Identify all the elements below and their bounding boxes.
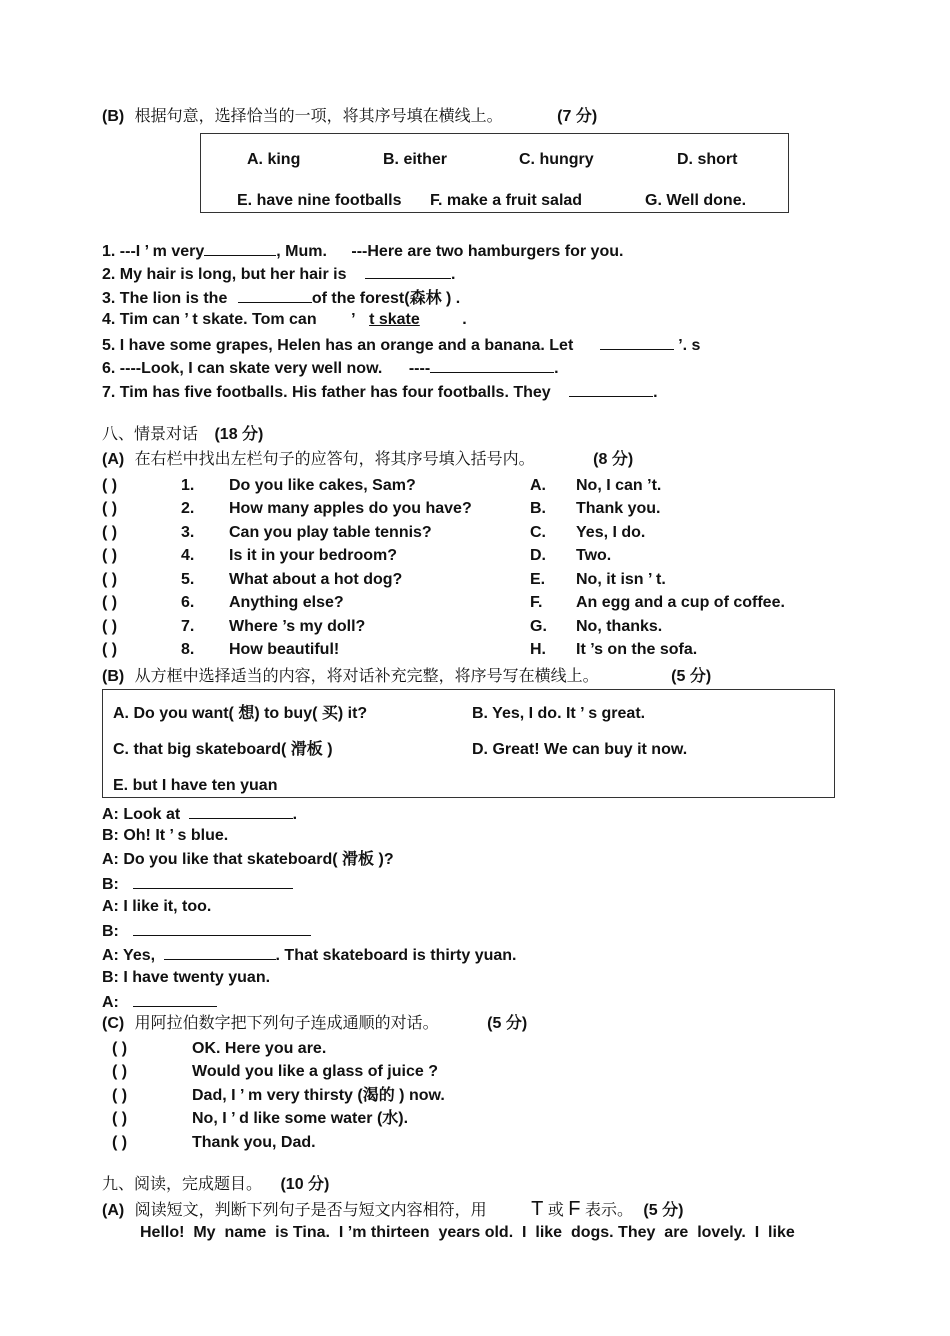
answer-blank[interactable] [133, 920, 311, 936]
option-d: D. short [677, 151, 738, 168]
dialogue-line-7: A: Yes, . That skateboard is thirty yuan. [102, 944, 516, 966]
option-f: F. make a fruit salad [430, 192, 583, 209]
answer-letter: B. [530, 500, 546, 517]
dialogue-line-4: B: [102, 873, 293, 895]
row-number: 3. [181, 524, 195, 541]
question-1: 1. ---I ’ m very , Mum. ---Here are two hamburgers for you. [102, 240, 623, 262]
dialogue-line-3: A: Do you like that skateboard( 滑板 )? [102, 851, 394, 868]
answer-blank[interactable] [569, 381, 653, 397]
order-paren[interactable]: ( ) [112, 1063, 128, 1080]
row-number: 4. [181, 547, 195, 564]
dialogue-option-d: D. Great! We can buy it now. [472, 741, 688, 758]
question-2: 2. My hair is long, but her hair is . [102, 263, 455, 285]
answer-paren[interactable]: ( ) [102, 477, 118, 494]
answer-text: No, it isn ’ t. [576, 571, 666, 588]
question-5: 5. I have some grapes, Helen has an orange and a banana. Let ’. s [102, 334, 700, 356]
answer-text: Yes, I do. [576, 524, 646, 541]
question-text: How many apples do you have? [229, 500, 472, 517]
row-number: 5. [181, 571, 195, 588]
dialogue-line-2: B: Oh! It ’ s blue. [102, 827, 229, 844]
answer-text: It ’s on the sofa. [576, 641, 698, 658]
row-number: 7. [181, 618, 195, 635]
options-box [200, 133, 789, 213]
option-a: A. king [247, 151, 301, 168]
order-text: Dad, I ’ m very thirsty (渴的 ) now. [192, 1087, 445, 1104]
question-text: Can you play table tennis? [229, 524, 432, 541]
answer-blank[interactable] [204, 240, 276, 256]
answer-letter: C. [530, 524, 546, 541]
dialogue-line-5: A: I like it, too. [102, 898, 212, 915]
question-4: 4. Tim can ’ t skate. Tom can ’ t skate . [102, 311, 467, 328]
answer-text: An egg and a cup of coffee. [576, 594, 785, 611]
order-text: Would you like a glass of juice ? [192, 1063, 438, 1080]
section-8a-header: (A) 在右栏中找出左栏句子的应答句，将其序号填入括号内。 (8 分) [102, 451, 634, 468]
answer-text: No, I can ’t. [576, 477, 662, 494]
answer-text: No, thanks. [576, 618, 663, 635]
order-text: Thank you, Dad. [192, 1134, 316, 1151]
row-number: 1. [181, 477, 195, 494]
answer-text: Thank you. [576, 500, 661, 517]
answer-paren[interactable]: ( ) [102, 500, 118, 517]
answer-paren[interactable]: ( ) [102, 594, 118, 611]
question-text: Is it in your bedroom? [229, 547, 398, 564]
part-b-header: (B) 根据句意，选择恰当的一项，将其序号填在横线上。 (7 分) [102, 108, 598, 125]
question-6: 6. ----Look, I can skate very well now. ---- . [102, 357, 559, 379]
answer-paren[interactable]: ( ) [102, 571, 118, 588]
order-text: No, I ’ d like some water (水). [192, 1110, 409, 1127]
option-g: G. Well done. [645, 192, 747, 209]
order-paren[interactable]: ( ) [112, 1087, 128, 1104]
question-3: 3. The lion is the of the forest(森林 ) . [102, 287, 460, 309]
answer-paren[interactable]: ( ) [102, 641, 118, 658]
answer-blank[interactable] [430, 357, 554, 373]
section-9-heading: 九、阅读，完成题目。 (10 分) [102, 1176, 330, 1193]
question-text: Where ’s my doll? [229, 618, 366, 635]
order-text: OK. Here you are. [192, 1040, 327, 1057]
section-9a-header: (A) 阅读短文，判断下列句子是否与短文内容相符，用 T 或 F 表示。 (5 分) [102, 1198, 684, 1220]
answer-paren[interactable]: ( ) [102, 524, 118, 541]
answer-blank[interactable] [365, 263, 451, 279]
answer-blank[interactable] [133, 873, 293, 889]
answer-paren[interactable]: ( ) [102, 618, 118, 635]
answer-letter: A. [530, 477, 546, 494]
question-7: 7. Tim has five footballs. His father has four footballs. They . [102, 381, 658, 403]
row-number: 6. [181, 594, 195, 611]
row-number: 2. [181, 500, 195, 517]
reading-passage: Hello! My name is Tina. I ’m thirteen years old. I like dogs. They are lovely. I like [140, 1224, 795, 1241]
option-b: B. either [383, 151, 448, 168]
answer-letter: E. [530, 571, 546, 588]
dialogue-line-6: B: [102, 920, 311, 942]
dialogue-line-8: B: I have twenty yuan. [102, 969, 271, 986]
order-paren[interactable]: ( ) [112, 1110, 128, 1127]
answer-paren[interactable]: ( ) [102, 547, 118, 564]
order-paren[interactable]: ( ) [112, 1040, 128, 1057]
option-e: E. have nine footballs [237, 192, 402, 209]
option-c: C. hungry [519, 151, 594, 168]
section-8c-header: (C) 用阿拉伯数字把下列句子连成通顺的对话。 (5 分) [102, 1015, 528, 1032]
row-number: 8. [181, 641, 195, 658]
answer-blank[interactable] [133, 991, 217, 1007]
question-text: Do you like cakes, Sam? [229, 477, 416, 494]
dialogue-line-9: A: [102, 991, 217, 1013]
dialogue-options-box [102, 689, 835, 798]
answer-letter: H. [530, 641, 546, 658]
dialogue-line-1: A: Look at . [102, 803, 297, 825]
answer-letter: D. [530, 547, 546, 564]
dialogue-option-b: B. Yes, I do. It ’ s great. [472, 705, 646, 722]
answer-blank[interactable] [238, 287, 312, 303]
answer-letter: F. [530, 594, 543, 611]
answer-text: Two. [576, 547, 612, 564]
answer-blank[interactable] [600, 334, 674, 350]
answer-letter: G. [530, 618, 547, 635]
answer-blank[interactable] [164, 944, 276, 960]
question-text: What about a hot dog? [229, 571, 403, 588]
question-text: How beautiful! [229, 641, 340, 658]
dialogue-option-e: E. but I have ten yuan [113, 777, 278, 794]
answer-blank[interactable] [189, 803, 293, 819]
dialogue-option-c: C. that big skateboard( 滑板 ) [113, 741, 333, 758]
order-paren[interactable]: ( ) [112, 1134, 128, 1151]
section-8b-header: (B) 从方框中选择适当的内容，将对话补充完整，将序号写在横线上。 (5 分) [102, 668, 712, 685]
section-8-heading: 八、情景对话 (18 分) [102, 426, 264, 443]
question-text: Anything else? [229, 594, 344, 611]
dialogue-option-a: A. Do you want( 想) to buy( 买) it? [113, 705, 368, 722]
